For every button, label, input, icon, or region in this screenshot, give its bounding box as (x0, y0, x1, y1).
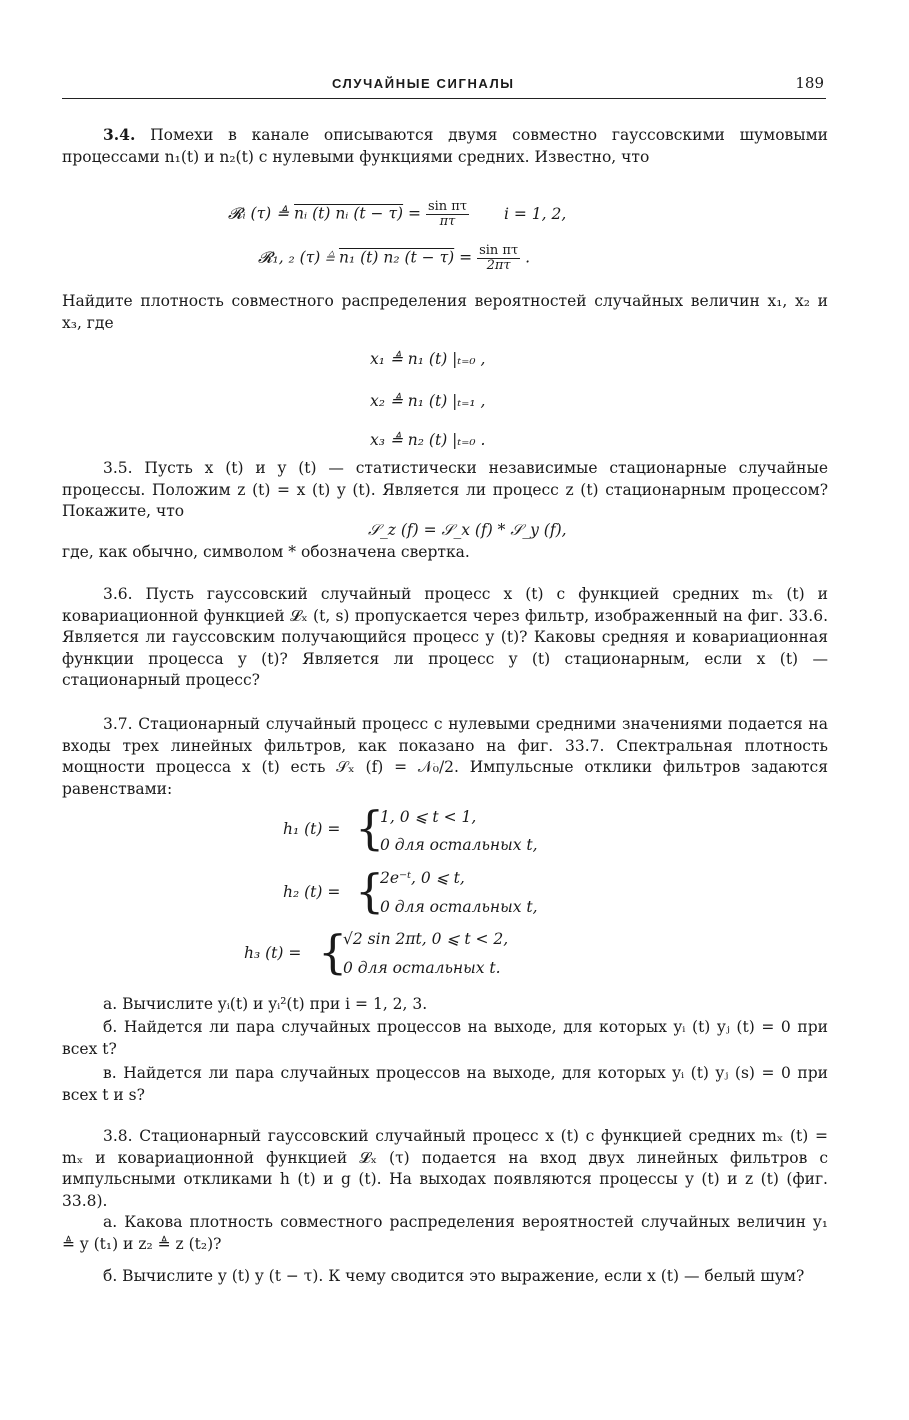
definition-x1: x₁ ≜ n₁ (t) |ₜ₌₀ , (370, 350, 486, 368)
problem-3-4-find: Найдите плотность совместного распределения вероятностей случайных величин x₁, x₂ и x₃, где (62, 292, 828, 332)
problem-3-8-text: 3.8. Стационарный гауссовский случайный процесс x (t) с функцией средних mₓ (t) = mₓ и ковариационной функцией 𝓛ₓ (τ) подается на вход двух линейных фильтров с импульсными откликами h (t) и g (t). На выходах появляются процессы y (t) и z (t) (фиг. 33.8). (62, 1127, 828, 1210)
equation-autocorrelation: 𝓡ᵢ (τ) ≜ nᵢ (t) nᵢ (t − τ) = $\frac{\text{sin πτ}}{\pi\tau}$ i = 1, 2, (228, 199, 567, 229)
problem-3-7-b: б. Найдется ли пара случайных процессов на выходе, для которых yᵢ (t) yⱼ (t) = 0 при всех t? (62, 1018, 828, 1058)
page-number: 189 (795, 74, 824, 92)
eq1-fraction (426, 200, 469, 229)
h2-case-b: 0 для остальных t, (380, 898, 538, 916)
problem-3-7-c: в. Найдется ли пара случайных процессов на выходе, для которых yᵢ (t) yⱼ (s) = 0 при всех t и s? (62, 1064, 828, 1104)
h3-lhs: h₃ (t) = (244, 944, 302, 962)
problem-3-4-number: 3.4. (103, 125, 136, 144)
h1-case-b: 0 для остальных t, (380, 836, 538, 854)
problem-3-4-text (62, 124, 828, 168)
eq1-lhs: 𝓡ᵢ (τ) ≜ (228, 204, 290, 223)
h2-lhs: h₂ (t) = (283, 883, 341, 901)
eq2-denominator: 2πτ (486, 258, 511, 273)
definition-x2: x₂ ≜ n₁ (t) |ₜ₌₁ , (370, 392, 486, 410)
problem-3-7-a: а. Вычислите yᵢ(t) и yᵢ²(t) при i = 1, 2, 3. (103, 995, 428, 1013)
chapter-title: СЛУЧАЙНЫЕ СИГНАЛЫ (332, 76, 515, 91)
h1-case-a: 1, 0 ⩽ t < 1, (380, 808, 477, 826)
equation-spectral-convolution: 𝒮_z (f) = 𝒮_x (f) * 𝒮_y (f), (368, 521, 567, 539)
h2-brace: { (355, 864, 385, 918)
h3-brace: { (318, 925, 348, 979)
h1-lhs: h₁ (t) = (283, 820, 341, 838)
eq2-numerator: sin πτ (479, 243, 519, 258)
eq1-denominator: πτ (439, 214, 456, 229)
problem-3-7-text: 3.7. Стационарный случайный процесс с нулевыми средними значениями подается на входы трех линейных фильтров, как показано на фиг. 33.7. Спектральная плотность мощности процесса x (t) есть 𝒮ₓ (f) = 𝒩₀/2. Импульсные отклики фильтров задаются равенствами: (62, 715, 828, 798)
h2-case-a: 2e⁻ᵗ, 0 ⩽ t, (380, 869, 465, 887)
problem-3-5-text: 3.5. Пусть x (t) и y (t) — статистически независимые стационарные случайные процессы. Положим z (t) = x (t) y (t). Является ли процесс z (t) стационарным процессом? Покажите, что (62, 459, 828, 520)
problem-3-4-body: Помехи в канале описываются двумя совместно гауссовскими шумовыми процессами n₁(t) и n₂(t) с нулевыми функциями средних. Известно, что (62, 126, 828, 166)
problem-3-8-a: а. Какова плотность совместного распределения вероятностей случайных величин y₁ ≜ y (t₁) и z₂ ≜ z (t₂)? (62, 1213, 828, 1253)
h3-case-b: 0 для остальных t. (343, 959, 501, 977)
eq2-fraction (477, 244, 520, 273)
problem-3-5-tail: где, как обычно, символом * обозначена свертка. (62, 543, 470, 561)
equation-crosscorrelation: 𝓡₁, ₂ (τ) ≜ n₁ (t) n₂ (t − τ) = $\frac{\text{sin πτ}}{2\pi\tau}$ . (258, 243, 530, 273)
problem-3-8-b: б. Вычислите y (t) y (t − τ). К чему сводится это выражение, если x (t) — белый шум? (103, 1267, 805, 1285)
h3-case-a: √2 sin 2πt, 0 ⩽ t < 2, (343, 930, 509, 948)
definition-x3: x₃ ≜ n₂ (t) |ₜ₌₀ . (370, 431, 486, 449)
eq2-lhs: 𝓡₁, ₂ (τ) ≜ (258, 248, 335, 267)
problem-3-6-text: 3.6. Пусть гауссовский случайный процесс x (t) с функцией средних mₓ (t) и ковариационной функцией 𝓛ₓ (t, s) пропускается через фильтр, изображенный на фиг. 33.6. Является ли гауссовским получающийся процесс y (t)? Каковы средняя и ковариационная функции процесса y (t)? Является ли процесс y (t) стационарным, если x (t) — стационарный процесс? (62, 585, 828, 689)
eq1-index: i = 1, 2, (503, 204, 567, 223)
eq1-numerator: sin πτ (427, 199, 468, 214)
running-header (62, 76, 826, 99)
eq2-overline: n₁ (t) n₂ (t − τ) (338, 248, 455, 267)
h1-brace: { (355, 801, 385, 855)
eq1-overline: nᵢ (t) nᵢ (t − τ) (294, 204, 404, 223)
